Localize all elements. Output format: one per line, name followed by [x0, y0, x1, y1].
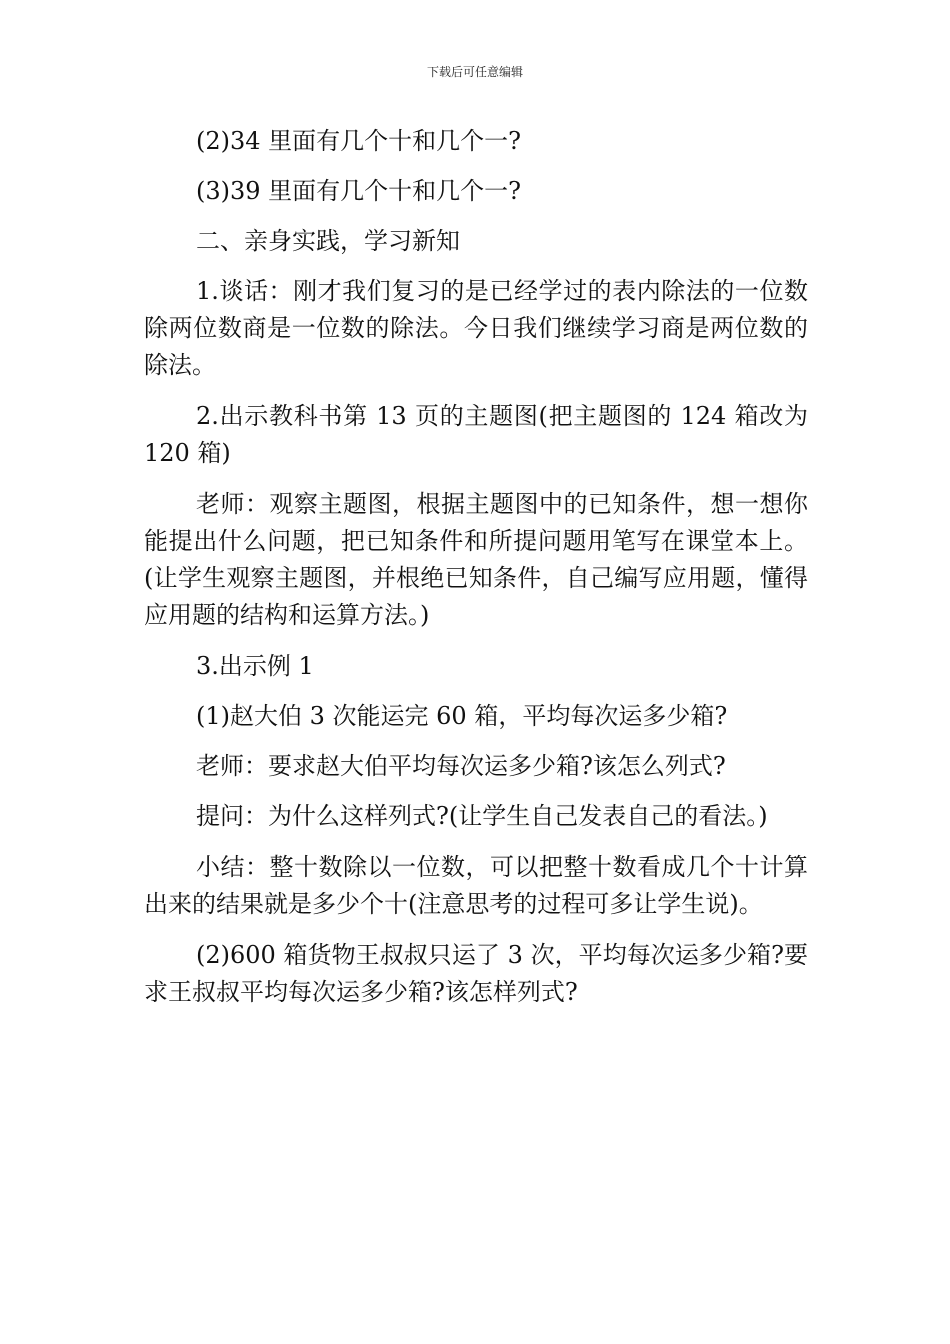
document-body	[144, 123, 808, 1025]
paragraph-question-39: (3)39 里面有几个十和几个一?	[196, 177, 522, 205]
paragraph-teacher-question: 老师：要求赵大伯平均每次运多少箱?该怎么列式?	[196, 752, 726, 780]
section-heading-practice: 二、亲身实践，学习新知	[196, 227, 460, 255]
paragraph-question-34: (2)34 里面有几个十和几个一?	[196, 127, 522, 155]
paragraph-question-wang: (2)600 箱货物王叔叔只运了 3 次，平均每次运多少箱?要求王叔叔平均每次运多少箱?该怎样列式?	[144, 941, 808, 1006]
paragraph-show-theme-image: 2.出示教科书第 13 页的主题图(把主题图的 124 箱改为 120 箱)	[144, 402, 808, 467]
page-header: 下载后可任意编辑	[426, 65, 523, 79]
paragraph-talk: 1.谈话：刚才我们复习的是已经学过的表内除法的一位数除两位数商是一位数的除法。今日我们继续学习商是两位数的除法。	[144, 277, 808, 379]
paragraph-question-zhao: (1)赵大伯 3 次能运完 60 箱，平均每次运多少箱?	[196, 702, 728, 730]
paragraph-ask-why: 提问：为什么这样列式?(让学生自己发表自己的看法。)	[196, 802, 768, 830]
paragraph-summary: 小结：整十数除以一位数，可以把整十数看成几个十计算出来的结果就是多少个十(注意思考的过程可多让学生说)。	[144, 853, 808, 918]
paragraph-example-1: 3.出示例 1	[196, 652, 314, 680]
paragraph-teacher-observe: 老师：观察主题图，根据主题图中的已知条件，想一想你能提出什么问题，把已知条件和所提问题用笔写在课堂本上。(让学生观察主题图，并根绝已知条件，自己编写应用题，懂得应用题的结构和运算方法。)	[144, 490, 808, 629]
